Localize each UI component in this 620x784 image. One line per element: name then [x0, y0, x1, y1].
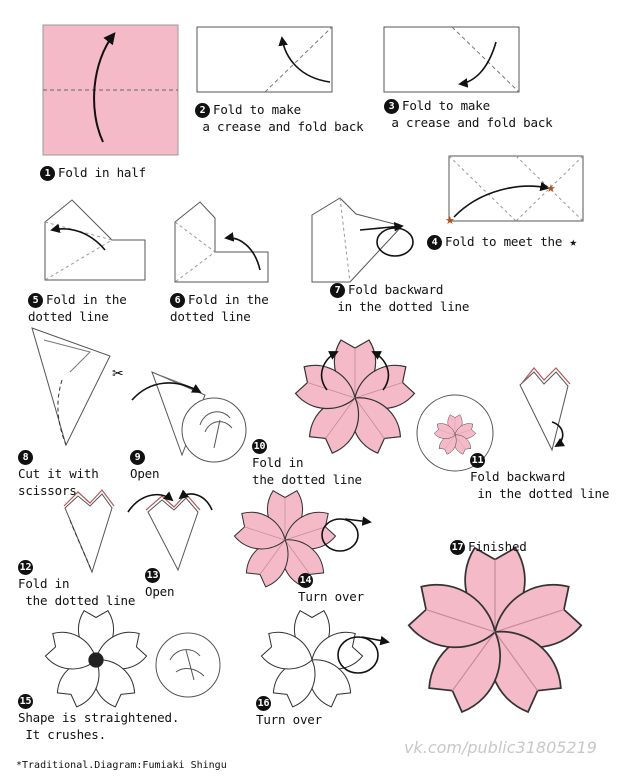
- step4-rectangle: [445, 156, 583, 227]
- step-12-label: 12 Fold in the dotted line: [18, 562, 136, 608]
- step-15-label: 15 Shape is straightened. It crushes.: [18, 696, 180, 742]
- step15-hand-circle: [156, 633, 220, 697]
- svg-text:★: ★: [445, 214, 455, 227]
- step17-finished-flower: [406, 548, 584, 718]
- diagram-credit: *Traditional.Diagram:Fumiaki Shingu: [16, 760, 227, 771]
- step-1-label: 1 Fold in half: [40, 164, 146, 181]
- step13-opened-petal: [128, 494, 212, 570]
- svg-text:★: ★: [546, 182, 556, 195]
- step-16-label: 16 Turn over: [256, 698, 322, 727]
- svg-text:✂: ✂: [112, 366, 124, 382]
- step6-fold-shape: [175, 202, 268, 282]
- step-17-label: 17 Finished: [451, 539, 527, 554]
- step1-paper-square: [43, 25, 178, 155]
- step-5-label: 5 Fold in the dotted line: [28, 292, 127, 324]
- step-8-label: 8 Cut it with scissors: [18, 452, 99, 498]
- step-4-label: 4 Fold to meet the ★: [427, 233, 577, 250]
- step-14-label: 14 Turn over: [298, 575, 364, 604]
- step8-cone: [32, 328, 124, 445]
- step2-rectangle: [197, 27, 332, 92]
- step-3-label: 3 Fold to make a crease and fold back: [384, 97, 553, 131]
- step5-fold-shape: [45, 200, 145, 280]
- step11-petal-shape: [520, 368, 570, 450]
- step-6-label: 6 Fold in the dotted line: [170, 292, 269, 324]
- step3-rectangle: [384, 27, 519, 92]
- step-2-label: 2 Fold to make a crease and fold back: [195, 101, 364, 135]
- step-7-label: 7 Fold backward in the dotted line: [330, 281, 469, 315]
- step-13-label: 13 Open: [145, 570, 175, 599]
- step-11-label: 11 Fold backward in the dotted line: [470, 455, 610, 501]
- step-10-label: 10 Fold in the dotted line: [252, 441, 362, 487]
- step-9-label: 9 Open: [130, 452, 160, 481]
- watermark: vk.com/public31805219: [404, 738, 597, 757]
- step7-fold-shape: [312, 198, 413, 282]
